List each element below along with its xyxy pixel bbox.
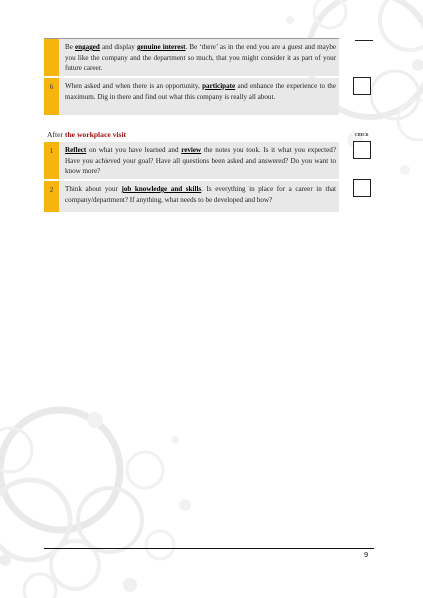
checklist-row-after-1 — [44, 142, 339, 179]
checklist-row-6 — [44, 78, 339, 115]
emphasized-term: participate — [202, 82, 236, 90]
emphasized-term: job knowledge and skills — [121, 185, 202, 193]
footer-rule — [44, 548, 374, 549]
text-run: and display — [99, 43, 137, 51]
page-number: 9 — [364, 550, 369, 559]
text-run: . Is everything in place for a career in that company/department? If anything, what needs to be developed and how? — [65, 185, 337, 204]
checklist-row-after-2 — [44, 181, 339, 212]
row-text — [59, 78, 339, 115]
checkbox-after-1[interactable] — [353, 141, 371, 159]
section-heading — [47, 130, 126, 139]
row-number: 1 — [44, 142, 59, 179]
text-run: . Be ‘there’ as in the end you are a guest and maybe you like the company and the department so much, that you might consider it as part of your future career. — [65, 43, 337, 73]
checkbox-after-2[interactable] — [353, 179, 371, 197]
checkbox-row-6[interactable] — [353, 77, 371, 95]
section-heading-accent: the workplace visit — [64, 130, 127, 139]
emphasized-term: genuine interest — [136, 43, 186, 51]
text-run: the notes you took. Is it what you expected? Have you achieved your goal? Have all questions been asked and answered? Do you want to know more? — [65, 146, 336, 176]
row-number: 6 — [44, 78, 59, 115]
emphasized-term: review — [181, 146, 202, 154]
check-column-label: CHECK — [355, 133, 369, 137]
row-text — [59, 181, 339, 212]
text-run: When asked and when there is an opportunity, — [65, 82, 203, 90]
checklist-row-engaged — [44, 39, 339, 76]
text-run: and enhance the experience to the maximum. Dig in there and find out what this company is really all about. — [65, 82, 336, 101]
text-run: Think about your — [65, 185, 122, 193]
text-run: on what you have learned and — [86, 146, 182, 154]
row-number — [44, 39, 59, 76]
row-number: 2 — [44, 181, 59, 212]
emphasized-term: Reflect — [65, 146, 87, 154]
section-heading-prefix: After — [47, 130, 65, 139]
checkbox-top-edge — [355, 40, 373, 41]
text-run: Be — [65, 43, 76, 51]
row-text — [59, 39, 339, 76]
emphasized-term: engaged — [75, 43, 100, 51]
row-text — [59, 142, 339, 179]
